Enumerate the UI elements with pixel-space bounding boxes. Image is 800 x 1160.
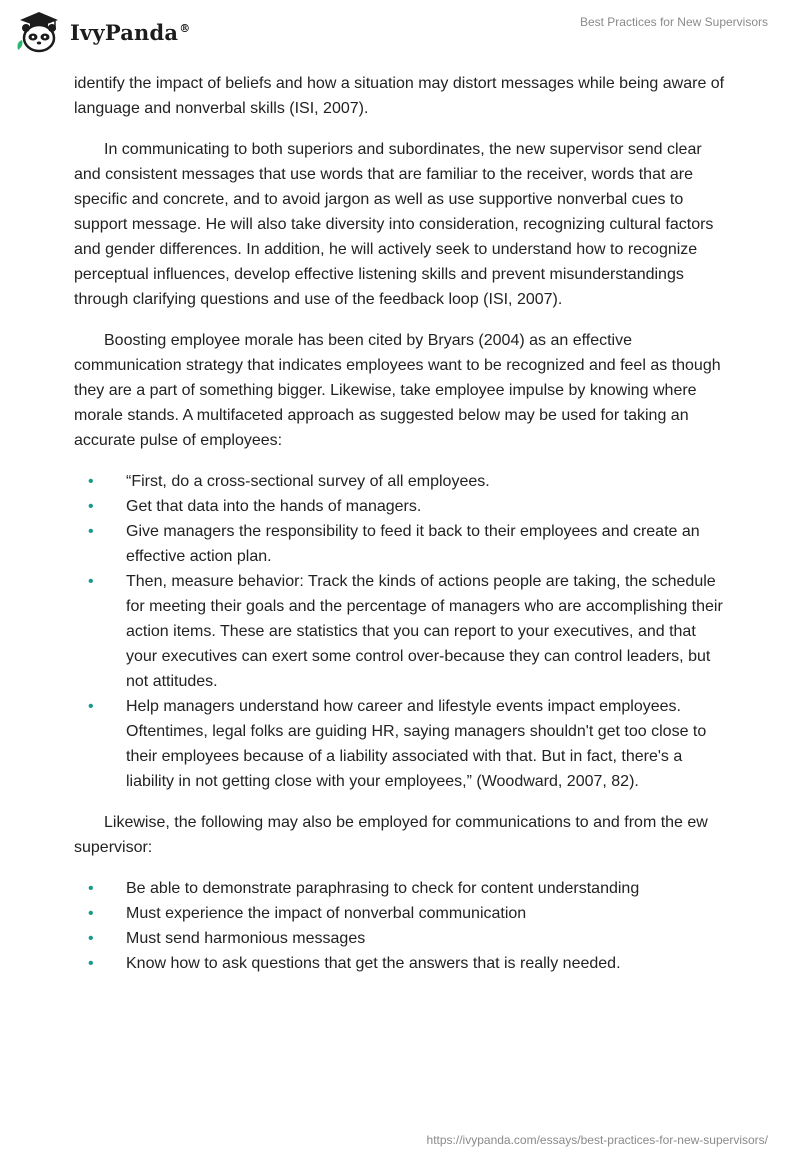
list-item: • Must experience the impact of nonverbal communication <box>74 901 726 926</box>
list-item: • Know how to ask questions that get the answers that is really needed. <box>74 951 726 976</box>
bullet-list-communication <box>74 876 726 976</box>
source-url-link[interactable]: https://ivypanda.com/essays/best-practices-for-new-supervisors/ <box>426 1133 768 1147</box>
bullet-icon: • <box>88 498 94 515</box>
list-item: • Help managers understand how career and lifestyle events impact employees. Oftentimes, legal folks are guiding HR, saying managers shouldn't get too close to their employees because of a liability associated with that. But in fact, there's a liability in not getting close with your employees,” (Woodward, 2007, 82). <box>74 694 726 794</box>
essay-body <box>74 71 726 976</box>
bullet-icon: • <box>88 880 94 897</box>
bullet-icon: • <box>88 955 94 972</box>
page-header <box>0 0 800 60</box>
panda-graduate-icon <box>14 10 64 54</box>
paragraph: In communicating to both superiors and subordinates, the new supervisor send clear and consistent messages that use words that are familiar to the receiver, words that are specific and concrete, and to avoid jargon as well as use supportive nonverbal cues to support message. He will also take diversity into consideration, recognizing cultural factors and gender differences. In addition, he will actively seek to understand how to recognize perceptual influences, develop effective listening skills and prevent misunderstandings through clarifying questions and use of the feedback loop (ISI, 2007). <box>74 141 714 308</box>
list-item: • Give managers the responsibility to feed it back to their employees and create an effective action plan. <box>74 519 726 569</box>
brand-name: IvyPanda® <box>70 19 191 45</box>
list-item: • Get that data into the hands of managers. <box>74 494 726 519</box>
running-title: Best Practices for New Supervisors <box>579 15 768 29</box>
bullet-icon: • <box>88 473 94 490</box>
list-item: • Be able to demonstrate paraphrasing to check for content understanding <box>74 876 726 901</box>
paragraph: identify the impact of beliefs and how a situation may distort messages while being aware of language and nonverbal skills (ISI, 2007). <box>74 75 725 117</box>
bullet-icon: • <box>88 930 94 947</box>
paragraph: Likewise, the following may also be employed for communications to and from the ew supervisor: <box>74 814 708 856</box>
bullet-icon: • <box>88 573 94 590</box>
list-item: • Must send harmonious messages <box>74 926 726 951</box>
bullet-list-pulse <box>74 469 726 794</box>
bullet-icon: • <box>88 698 94 715</box>
list-item: • Then, measure behavior: Track the kinds of actions people are taking, the schedule for meeting their goals and the percentage of managers who are accomplishing their action items. These are statistics that you can report to your executives, and that your executives can exert some control over-because they can control leaders, but not attitudes. <box>74 569 726 694</box>
bullet-icon: • <box>88 905 94 922</box>
paragraph: Boosting employee morale has been cited by Bryars (2004) as an effective communication strategy that indicates employees want to be recognized and feel as though they are a part of something bigger. Likewise, take employee impulse by knowing where morale stands. A multifaceted approach as suggested below may be used for taking an accurate pulse of employees: <box>74 332 721 449</box>
bullet-icon: • <box>88 523 94 540</box>
logo-link[interactable] <box>14 10 190 54</box>
list-item: • “First, do a cross-sectional survey of all employees. <box>74 469 726 494</box>
